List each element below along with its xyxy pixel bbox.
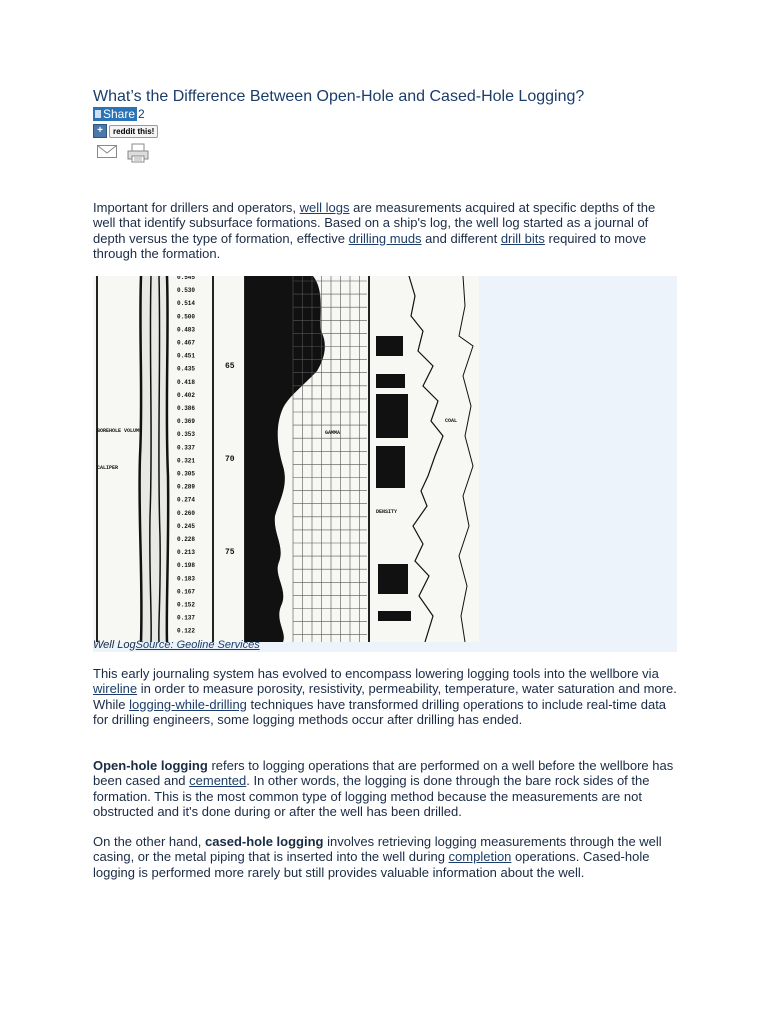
reddit-button[interactable] — [93, 124, 158, 138]
depth-label: 0.305 — [177, 470, 196, 478]
well-log-figure — [93, 276, 677, 652]
depth-label: 0.321 — [177, 457, 196, 465]
depth-label: 0.228 — [177, 536, 196, 543]
depth-mark: 65 — [225, 362, 235, 371]
depth-label: 0.483 — [177, 326, 196, 334]
email-icon[interactable] — [97, 145, 117, 158]
well-log-image — [93, 276, 479, 642]
depth-label: 0.451 — [177, 352, 196, 360]
depth-label: 0.289 — [177, 483, 196, 491]
link-well-logs[interactable]: well logs — [299, 200, 350, 215]
link-completion[interactable]: completion — [448, 849, 512, 865]
depth-label: 0.467 — [177, 339, 196, 347]
density-label: DENSITY — [376, 509, 398, 515]
borehole-label: BOREHOLE VOLUME — [97, 428, 143, 434]
depth-label: 0.260 — [177, 509, 196, 517]
depth-label: 0.353 — [177, 431, 196, 439]
share-widget — [93, 107, 145, 121]
link-logging-while-drilling[interactable]: logging-while-drilling — [129, 696, 247, 712]
link-cemented[interactable]: cemented — [189, 773, 247, 789]
depth-label: 0.213 — [177, 549, 196, 557]
paragraph-evolution: This early journaling system has evolved to encompass lowering logging tools into the wellbore via wireline in order to measure porosity, resistivity, permeability, temperature, water saturation and more. While logging-while-drilling techniques have transformed drilling operations to include real-time data for drilling engineers, some logging methods occur after drilling has ended. — [93, 666, 677, 727]
depth-label: 0.545 — [177, 276, 196, 281]
link-drilling-muds[interactable]: drilling muds — [348, 230, 422, 246]
depth-mark: 75 — [225, 548, 235, 557]
link-drill-bits[interactable]: drill bits — [500, 230, 545, 246]
gamma-label: GAMMA — [325, 430, 341, 436]
depth-label: 0.122 — [177, 627, 196, 635]
depth-label: 0.418 — [177, 378, 196, 386]
depth-label: 0.386 — [177, 405, 196, 412]
article-tools — [97, 143, 149, 163]
depth-label: 0.137 — [177, 614, 196, 622]
plus-icon: + — [93, 124, 107, 138]
depth-label: 0.514 — [177, 300, 196, 308]
link-wireline[interactable]: wireline — [93, 681, 138, 697]
print-icon[interactable] — [127, 143, 149, 163]
paragraph-cased-hole: On the other hand, cased-hole logging involves retrieving logging measurements through the well casing, or the metal piping that is inserted into the well during completion operations. Cased-hole logging is performed more rarely but still provides valuable information about the well. — [93, 834, 662, 880]
reddit-label: reddit this! — [109, 125, 158, 138]
depth-mark: 70 — [225, 455, 235, 464]
depth-label: 0.369 — [177, 418, 196, 426]
depth-label: 0.530 — [177, 287, 196, 295]
depth-label: 0.274 — [177, 496, 196, 504]
caption-source-link[interactable]: Source: Geoline Services — [135, 639, 260, 651]
depth-label: 0.245 — [177, 522, 196, 530]
paragraph-open-hole: Open-hole logging refers to logging operations that are performed on a well before the wellbore has been cased and cemented. In other words, the logging is done through the bare rock sides of the formation. This is the most common type of logging method because the measurements are not obstructed and it's done during or after the well has been drilled. — [93, 758, 674, 819]
depth-label: 0.435 — [177, 365, 196, 373]
depth-label: 0.198 — [177, 562, 196, 570]
paragraph-intro: Important for drillers and operators, well logs are measurements acquired at specific depths of the well that identify subsurface formations. Based on a ship's log, the well log started as a journal of depth versus the type of formation, effective drilling muds and different drill bits required to move through the formation. — [93, 200, 656, 261]
depth-label: 0.402 — [177, 391, 196, 399]
figure-caption: Well LogSource: Geoline Services — [93, 639, 260, 651]
depth-label: 0.500 — [177, 313, 196, 321]
depth-label: 0.152 — [177, 601, 196, 609]
share-count: 2 — [138, 107, 145, 121]
share-button[interactable]: Share — [93, 107, 137, 121]
depth-label: 0.183 — [177, 575, 196, 583]
depth-label: 0.337 — [177, 444, 196, 452]
caliper-label: CALIPER — [97, 465, 119, 471]
depth-label: 0.167 — [177, 588, 196, 596]
page-title: What’s the Difference Between Open-Hole and Cased-Hole Logging? — [93, 88, 585, 105]
coal-label: COAL — [445, 418, 458, 424]
